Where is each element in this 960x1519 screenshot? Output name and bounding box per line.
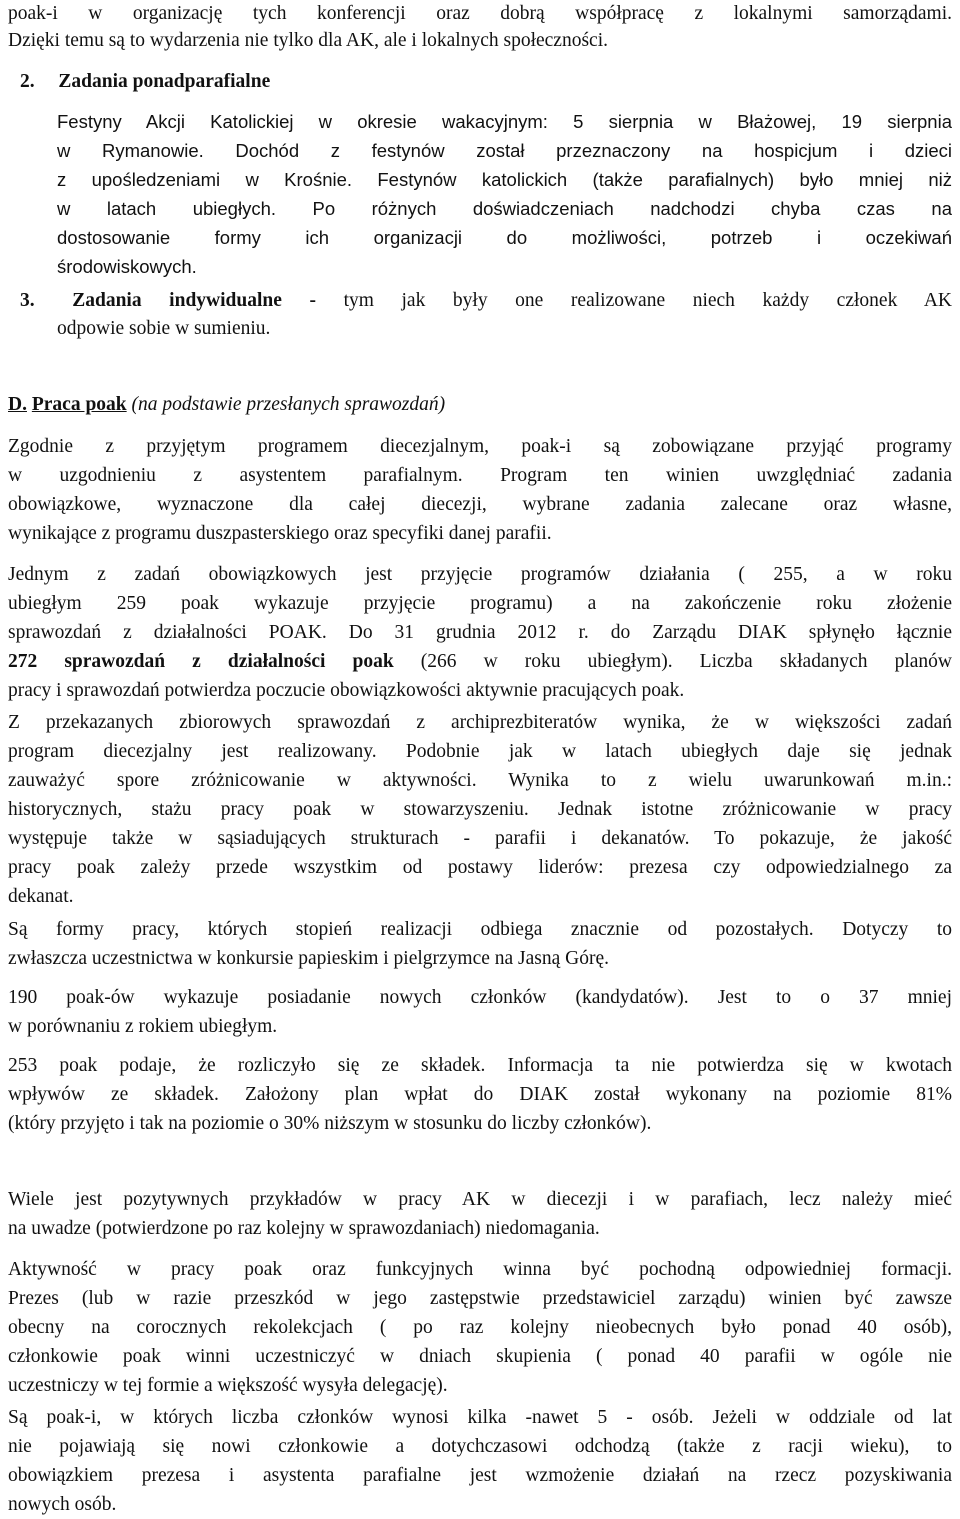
text-line: w uzgodnieniu z asystentem parafialnym. Program ten winien uwzględniać zadania — [8, 465, 952, 486]
text-line: pracy i sprawozdań potwierdza poczucie obowiązkowości aktywnie pracujących poak. — [8, 680, 685, 701]
text-line: 253 poak podaje, że rozliczyło się ze składek. Informacja ta nie potwierdza się w kwotach — [8, 1055, 952, 1076]
text-line — [8, 648, 952, 676]
text-line: członkowie poak winni uczestniczyć w dniach skupienia ( ponad 40 parafii w ogóle nie — [8, 1346, 952, 1367]
report-count-rest: (266 w roku ubiegłym). Liczba składanych planów — [420, 651, 952, 672]
report-count-highlight: 272 sprawozdań z działalności poak — [8, 651, 394, 672]
text-line: Festyny Akcji Katolickiej w okresie wakacyjnym: 5 sierpnia w Błażowej, 19 sierpnia — [57, 111, 952, 132]
text-line: nie pojawiają się nowi członkowie a dotychczasowi odchodzą (także z racji wieku), to — [8, 1436, 952, 1457]
text-line: wynikające z programu duszpasterskiego oraz specyfiki danej parafii. — [8, 523, 552, 544]
text-line: środowiskowych. — [57, 256, 197, 277]
section-3-text: tym jak były one realizowane niech każdy członek AK — [343, 290, 952, 311]
text-line: (który przyjęto i tak na poziomie o 30% niższym w stosunku do liczby członków). — [8, 1113, 652, 1134]
text-line: Dzięki temu są to wydarzenia nie tylko dla AK, ale i lokalnych społeczności. — [8, 30, 608, 51]
section-title: Praca poak — [31, 394, 127, 415]
section-number: 2. — [20, 71, 35, 92]
text-line: dostosowanie formy ich organizacji do możliwości, potrzeb i oczekiwań — [57, 227, 952, 248]
text-line: z upośledzeniami w Krośnie. Festynów katolickich (także parafialnych) było mniej niż — [57, 169, 952, 190]
text-line: historycznych, stażu pracy poak w stowarzyszeniu. Jednak istotne zróżnicowanie w pracy — [8, 799, 952, 820]
text-line: 190 poak-ów wykazuje posiadanie nowych członków (kandydatów). Jest to o 37 mniej — [8, 987, 952, 1008]
text-line: w latach ubiegłych. Po różnych doświadczeniach nadchodzi chyba czas na — [57, 198, 952, 219]
text-line: wpływów ze składek. Założony plan wpłat do DIAK został wykonany na poziomie 81% — [8, 1084, 952, 1105]
text-line: poak-i w organizację tych konferencji oraz dobrą współpracę z lokalnymi samorządami. — [8, 3, 952, 24]
text-line: na uwadze (potwierdzone po raz kolejny w sprawozdaniach) niedomagania. — [8, 1218, 600, 1239]
section-title: Zadania indywidualne - — [72, 290, 316, 311]
text-line: program diecezjalny jest realizowany. Podobnie jak w latach ubiegłych daje się jednak — [8, 741, 952, 762]
text-line: ubiegłym 259 poak wykazuje przyjęcie programu) a na zakończenie roku złożenie — [8, 593, 952, 614]
text-line: występuje także w sąsiadujących strukturach - parafii i dekanatów. To pokazuje, że jakość — [8, 828, 952, 849]
text-line: zauważyć spore zróżnicowanie w aktywności. Wynika to z wielu uwarunkowań m.in.: — [8, 770, 952, 791]
text-line: obowiązkowe, wyznaczone dla całej diecezji, wybrane zadania zalecane oraz własne, — [8, 494, 952, 515]
text-line: Są formy pracy, których stopień realizacji odbiega znacznie od pozostałych. Dotyczy to — [8, 919, 952, 940]
text-line: dekanat. — [8, 886, 74, 907]
text-line: w Rymanowie. Dochód z festynów został przeznaczony na hospicjum i dzieci — [57, 140, 952, 161]
text-line: Z przekazanych zbiorowych sprawozdań z archiprezbiteratów wynika, że w większości zadań — [8, 712, 952, 733]
text-line: obowiązkiem prezesa i asystenta parafialne jest wzmożenie działań na rzecz pozyskiwania — [8, 1465, 952, 1486]
text-line: Wiele jest pozytywnych przykładów w pracy AK w diecezji i w parafiach, lecz należy mieć — [8, 1189, 952, 1210]
text-line: obecny na corocznych rekolekcjach ( po raz kolejny nieobecnych było ponad 40 osób), — [8, 1317, 952, 1338]
text-line: Są poak-i, w których liczba członków wynosi kilka -nawet 5 - osób. Jeżeli w oddziale od lat — [8, 1407, 952, 1428]
text-line: zwłaszcza uczestnictwa w konkursie papieskim i pielgrzymce na Jasną Górę. — [8, 948, 610, 969]
text-line: Aktywność w pracy poak oraz funkcyjnych winna być pochodną odpowiedniej formacji. — [8, 1259, 952, 1280]
section-number: 3. — [20, 290, 35, 311]
text-line: Zgodnie z przyjętym programem diecezjalnym, poak-i są zobowiązane przyjąć programy — [8, 436, 952, 457]
section-letter: D. — [8, 394, 27, 415]
text-line: Jednym z zadań obowiązkowych jest przyjęcie programów działania ( 255, a w roku — [8, 564, 952, 585]
section-title: Zadania ponadparafialne — [58, 71, 271, 92]
section-note: (na podstawie przesłanych sprawozdań) — [131, 394, 446, 415]
text-line: nowych osób. — [8, 1494, 117, 1515]
text-line: sprawozdań z działalności POAK. Do 31 grudnia 2012 r. do Zarządu DIAK spłynęło łącznie — [8, 622, 952, 643]
text-line: w porównaniu z rokiem ubiegłym. — [8, 1016, 278, 1037]
text-line: odpowie sobie w sumieniu. — [57, 318, 271, 339]
text-line: Prezes (lub w razie przeszkód w jego zastępstwie przedstawiciel zarządu) winien być zawsze — [8, 1288, 952, 1309]
text-line: uczestniczy w tej formie a większość wysyła delegację). — [8, 1375, 448, 1396]
text-line: pracy poak zależy przede wszystkim od postawy liderów: prezesa czy odpowiedzialnego za — [8, 857, 952, 878]
